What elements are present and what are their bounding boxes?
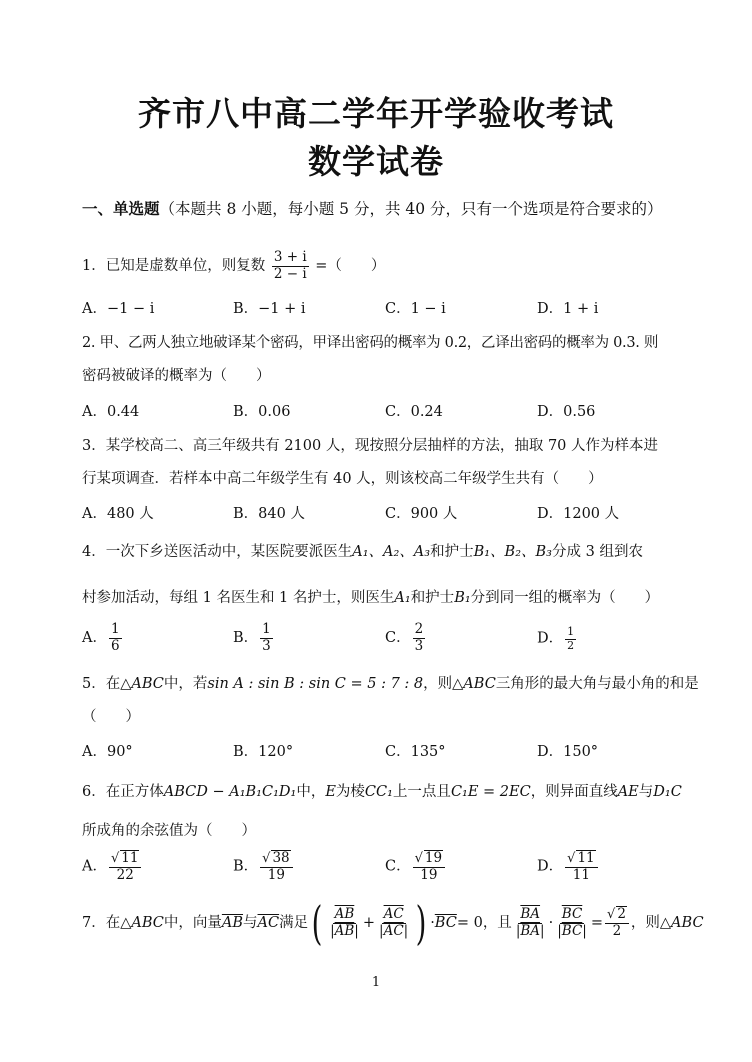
section-desc: （本题共 8 小题，每小题 5 分，共 40 分，只有一个选项是符合要求的） xyxy=(159,200,663,218)
question-4-line2: 村参加活动，每组 1 名医生和 1 名护士，则医生A₁和护士B₁分到同一组的概率为（ ） xyxy=(82,590,660,606)
q3-option-b: B．840 人 xyxy=(233,506,305,522)
q4-option-d: D． $\frac{1}{2}$ xyxy=(537,625,575,652)
question-3-line1: 3．某学校高二、高三年级共有 2100 人，现按照分层抽样的方法，抽取 70 人作为样本进 xyxy=(82,438,659,454)
q6-option-c: C． $\frac{√ 19}{19}$ xyxy=(385,850,447,883)
q2-option-d: D．0.56 xyxy=(537,404,596,420)
question-2-line2: 密码被破译的概率为（ ） xyxy=(82,368,271,384)
question-5-line1: 5．在△ABC中，若sin A : sin B : sin C = 5 : 7 : 8，则△ABC三角形的最大角与最小角的和是 xyxy=(82,676,699,692)
q6-option-b: B． $\frac{√ 38}{19}$ xyxy=(233,850,295,883)
question-7-line1: 7．在△ABC中，向量$\overline{AB}$与$\overline{AC}$满足( $\frac{\overline{AB}}{|\overline{AB}|}$ + $\frac{\overline{AC}}{|\overline{AC}|}$ ) $\cdot\overline{BC}= 0$，且 $\frac{\overline{BA}}{|\overline{BA}|}$ · $\frac{\overline{BC}}{|\overline{BC}|}$ = $\frac{√ 2}{2}$ ，则△ABC xyxy=(82,896,704,950)
section-head: 一、单选题 xyxy=(82,200,160,218)
q5-triangle: △ABC xyxy=(120,676,164,692)
exam-title: 齐市八中高二学年开学验收考试 xyxy=(138,94,614,133)
q2-option-b: B．0.06 xyxy=(233,404,291,420)
q1-option-d: D．1 + i xyxy=(537,301,599,317)
left-paren-glyph: ( xyxy=(311,896,323,950)
q1-option-c: C．1 − i xyxy=(385,301,446,317)
question-6-line1: 6．在正方体ABCD − A₁B₁C₁D₁中，E为棱CC₁上一点且C₁E = 2EC，则异面直线AE与D₁C xyxy=(82,784,682,800)
q2-option-a: A．0.44 xyxy=(82,404,140,420)
right-paren-glyph: ) xyxy=(415,896,427,950)
q5-option-c: C．135° xyxy=(385,744,446,760)
question-5-line2: （ ） xyxy=(82,709,140,725)
q1-fraction: $\frac{3 + i}{2 - i}$ xyxy=(273,249,307,282)
question-3-line2: 行某项调查．若样本中高二年级学生有 40 人，则该校高二年级学生共有（ ） xyxy=(82,471,603,487)
q7-vector-ab: $\overline{AB}$ xyxy=(221,915,244,931)
q4-option-b: B． $\frac{1}{3}$ xyxy=(233,621,271,654)
q4-option-a: A． $\frac{1}{6}$ xyxy=(82,621,120,654)
q5-option-a: A．90° xyxy=(82,744,133,760)
q2-option-c: C．0.24 xyxy=(385,404,443,420)
q1-option-a: A．−1 − i xyxy=(82,301,155,317)
section-heading xyxy=(82,198,677,220)
q5-option-d: D．150° xyxy=(537,744,599,760)
question-4-line1: 4．一次下乡送医活动中，某医院要派医生A₁、A₂、A₃和护士B₁、B₂、B₃分成 3 组到农 xyxy=(82,544,643,560)
q5-option-b: B．120° xyxy=(233,744,294,760)
q1-option-b: B．−1 + i xyxy=(233,301,306,317)
exam-subtitle: 数学试卷 xyxy=(308,142,444,181)
q7-vector-ac: $\overline{AC}$ xyxy=(257,915,280,931)
question-6-line2: 所成角的余弦值为（ ） xyxy=(82,823,256,839)
q3-option-c: C．900 人 xyxy=(385,506,458,522)
q6-option-a: A． $\frac{√ 11}{22}$ xyxy=(82,850,143,883)
q3-option-d: D．1200 人 xyxy=(537,506,620,522)
question-2-line1: 2. 甲、乙两人独立地破译某个密码，甲译出密码的概率为 0.2，乙译出密码的概率为 0.3. 则 xyxy=(82,335,659,351)
q5-ratio: sin A : sin B : sin C = 5 : 7 : 8 xyxy=(207,676,424,692)
q4-doctors: A₁、A₂、A₃ xyxy=(352,544,431,560)
q3-option-a: A．480 人 xyxy=(82,506,154,522)
page-number: 1 xyxy=(371,975,381,990)
q6-option-d: D． $\frac{√ 11}{11}$ xyxy=(537,850,600,883)
q4-nurses: B₁、B₂、B₃ xyxy=(473,544,552,560)
question-1-stem: 1．已知是虚数单位，则复数 $\frac{3 + i}{2 - i}$ =（ ） xyxy=(82,249,386,282)
q6-cube: ABCD − A₁B₁C₁D₁ xyxy=(163,784,297,800)
q4-option-c: C． $\frac{2}{3}$ xyxy=(385,621,424,654)
